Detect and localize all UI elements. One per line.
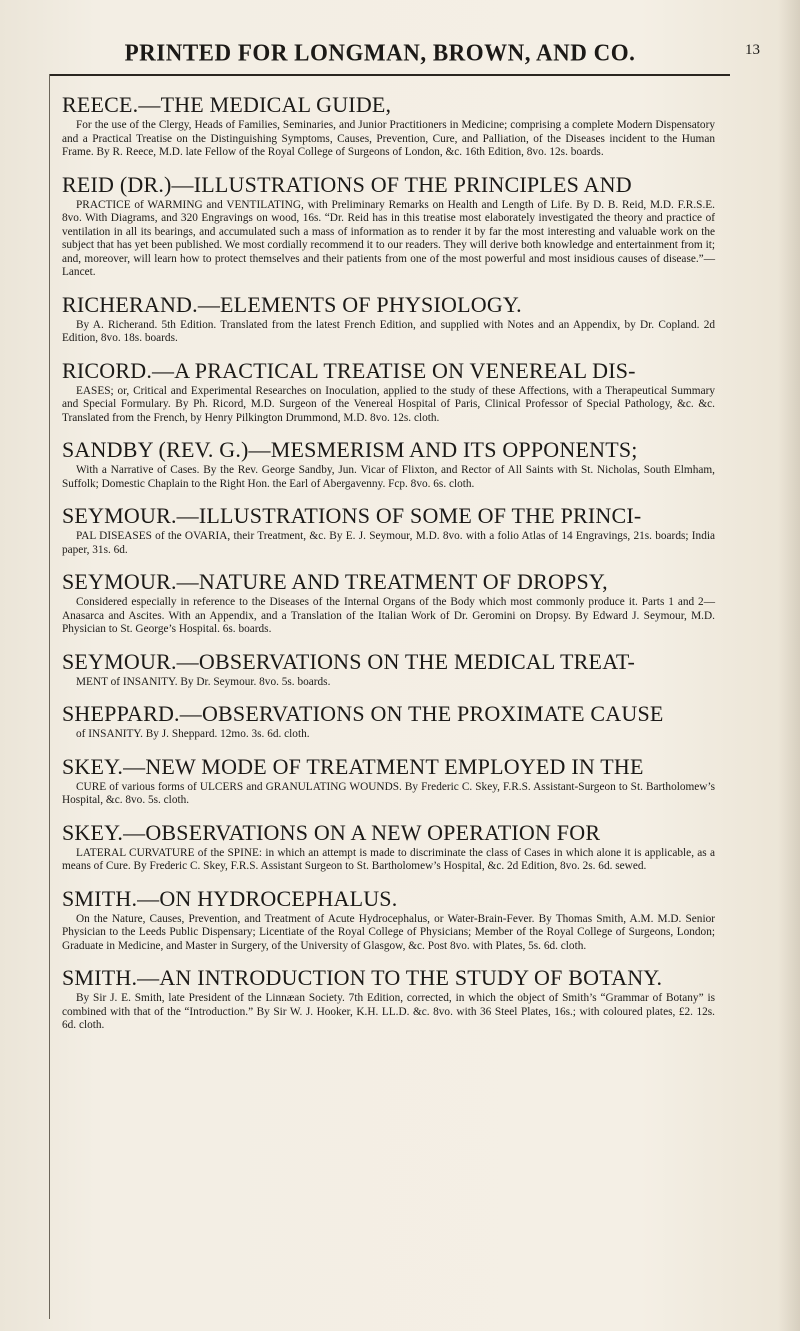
entry-description: CURE of various forms of ULCERS and GRANULATING WOUNDS. By Frederic C. Skey, F.R.S. Assistant-Surgeon to St. Bartholomew’s Hospital, &c. 8vo. 5s. cloth. — [62, 780, 715, 806]
entry-description: With a Narrative of Cases. By the Rev. George Sandby, Jun. Vicar of Flixton, and Rector of All Saints with St. Nicholas, South Elmham, Suffolk; Domestic Chaplain to the Right Hon. the Earl of Abergavenny. Fcp. 8vo. 6s. cloth. — [62, 464, 715, 490]
entry-heading: RICORD.—A PRACTICAL TREATISE ON VENEREAL DIS- — [62, 357, 636, 383]
entry-heading: SKEY.—OBSERVATIONS ON A NEW OPERATION FOR — [62, 819, 601, 845]
entry-heading: SKEY.—NEW MODE OF TREATMENT EMPLOYED IN THE — [62, 753, 644, 779]
catalogue-entry-ricord — [62, 358, 715, 426]
entry-description: LATERAL CURVATURE of the SPINE: in which an attempt is made to discriminate the class of Cases in which alone it is applicable, as a means of Cure. By Frederic C. Skey, F.R.S. Assistant Surgeon to St. Bartholomew’s Hospital, &c. 2d Edition, 8vo. 2s. 6d. sewed. — [62, 846, 715, 872]
entry-description: For the use of the Clergy, Heads of Families, Seminaries, and Junior Practitioners in Medicine; comprising a complete Modern Dispensatory and a Practical Treatise on the Distinguishing Symptoms, Causes, Prevention, Cure, and Palliation, of the Diseases incident to the Human Frame. By R. Reece, M.D. late Fellow of the Royal College of Surgeons of London, &c. 16th Edition, 8vo. 12s. boards. — [62, 119, 715, 158]
running-head-title: PRINTED FOR LONGMAN, BROWN, AND CO. — [124, 39, 636, 66]
entry-heading: REECE.—THE MEDICAL GUIDE, — [62, 92, 392, 117]
catalogue-entry-seymour-dropsy — [62, 569, 715, 637]
entry-description: PRACTICE of WARMING and VENTILATING, with Preliminary Remarks on Health and Length of Life. By D. B. Reid, M.D. F.R.S.E. 8vo. With Diagrams, and 320 Engravings on wood, 16s. “Dr. Reid has in this treatise most elaborately investigated the theory and practice of ventilation in all its bearings, and accumulated such a mass of information as to render it by far the most interesting and valuable work on the subject that has yet been published. We most cordially recommend it to our readers. They will derive both knowledge and entertainment from it; and, moreover, will learn how to protect themselves and their patients from one of the most powerful and most insidious causes of disease.”—Lancet. — [62, 198, 715, 278]
catalogue-entry-sheppard — [62, 701, 715, 742]
entry-heading: SMITH.—AN INTRODUCTION TO THE STUDY OF BOTANY. — [62, 965, 663, 990]
catalogue-entry-smith-hydrocephalus — [62, 886, 715, 954]
entry-description: MENT of INSANITY. By Dr. Seymour. 8vo. 5s. boards. — [76, 675, 331, 688]
catalogue-entry-richerand — [62, 292, 715, 346]
catalogue-entry-smith-botany — [62, 965, 715, 1033]
entry-description: of INSANITY. By J. Sheppard. 12mo. 3s. 6d. cloth. — [76, 728, 310, 740]
entry-heading: SANDBY (REV. G.)—MESMERISM AND ITS OPPONENTS; — [62, 437, 638, 462]
entry-heading: SEYMOUR.—NATURE AND TREATMENT OF DROPSY, — [62, 569, 608, 594]
left-border-line — [49, 74, 50, 1319]
page-number: 13 — [745, 42, 760, 58]
catalogue-entry-sandby — [62, 437, 715, 491]
entry-description: EASES; or, Critical and Experimental Researches on Inoculation, applied to the study of these Affections, with a Therapeutical Summary and Special Formulary. By Ph. Ricord, M.D. Surgeon of the Venereal Hospital of Paris, Clinical Professor of Special Pathology, &c. &c. Translated from the French, by Henry Pilkington Drummond, M.D. 8vo. 12s. cloth. — [62, 384, 715, 424]
running-head — [0, 0, 800, 80]
entry-heading: SMITH.—ON HYDROCEPHALUS. — [62, 885, 398, 911]
entry-heading: SHEPPARD.—OBSERVATIONS ON THE PROXIMATE CAUSE — [62, 701, 664, 726]
entry-description: By A. Richerand. 5th Edition. Translated from the latest French Edition, and supplied with Notes and an Appendix, by Dr. Copland. 2d Edition, 8vo. 18s. boards. — [62, 318, 715, 344]
entry-description: PAL DISEASES of the OVARIA, their Treatment, &c. By E. J. Seymour, M.D. 8vo. with a folio Atlas of 14 Engravings, 21s. boards; India paper, 31s. 6d. — [62, 530, 715, 556]
page-edge-shadow — [778, 0, 800, 1331]
catalogue-entry-skey-spine — [62, 820, 715, 874]
catalogue-entry-seymour-ovaria — [62, 503, 715, 557]
entry-description: By Sir J. E. Smith, late President of the Linnæan Society. 7th Edition, corrected, in which the object of Smith’s “Grammar of Botany” is combined with that of the “Introduction.” By Sir W. J. Hooker, K.H. LL.D. &c. 8vo. with 36 Steel Plates, 16s.; with coloured plates, £2. 12s. 6d. cloth. — [62, 992, 715, 1031]
catalogue-entry-skey-ulcers — [62, 754, 715, 808]
catalogue-entry-seymour-insanity — [62, 649, 715, 690]
entry-heading: RICHERAND.—ELEMENTS OF PHYSIOLOGY. — [62, 291, 522, 317]
entry-heading: SEYMOUR.—ILLUSTRATIONS OF SOME OF THE PRINCI- — [62, 503, 642, 528]
catalogue-entry-reid — [62, 172, 715, 280]
entry-description: Considered especially in reference to the Diseases of the Internal Organs of the Body which most commonly produce it. Parts 1 and 2—Anasarca and Ascites. With an Appendix, and a Translation of the Italian Work of Dr. Geromini on Dropsy. By Edward J. Seymour, M.D. Physician to St. George’s Hospital. 6s. boards. — [62, 596, 715, 635]
entry-heading: REID (DR.)—ILLUSTRATIONS OF THE PRINCIPLES AND — [62, 171, 632, 197]
header-rule — [50, 74, 730, 76]
catalogue-entry-reece — [62, 92, 715, 160]
entry-heading: SEYMOUR.—OBSERVATIONS ON THE MEDICAL TREAT- — [62, 648, 635, 674]
catalogue-listing — [62, 92, 715, 1045]
entry-description: On the Nature, Causes, Prevention, and Treatment of Acute Hydrocephalus, or Water-Brain-Fever. By Thomas Smith, A.M. M.D. Senior Physician to the Leeds Public Dispensary; Licentiate of the Royal College of Physicians; Member of the Royal College of Surgeons, London; Graduate in Medicine, and Master in Surgery, of the University of Glasgow, &c. Post 8vo. with Plates, 5s. 6d. cloth. — [62, 912, 715, 952]
